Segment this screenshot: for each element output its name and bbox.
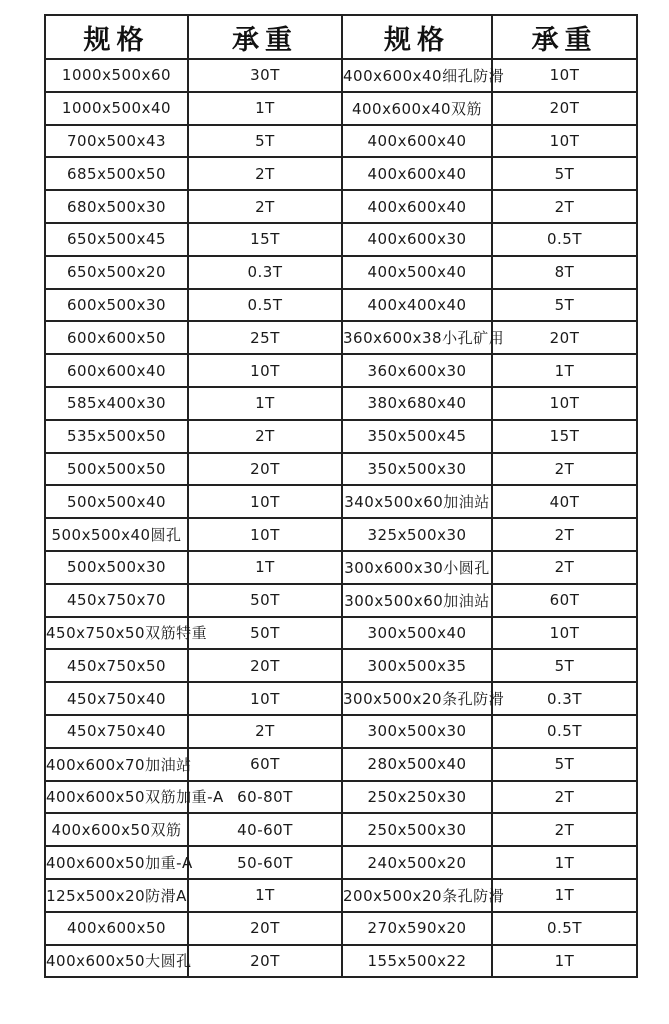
table-row — [45, 748, 637, 781]
cell-spec-right: 350x500x45 — [342, 420, 492, 453]
cell-spec-right: 300x500x20条孔防滑 — [342, 682, 492, 715]
cell-spec-right: 300x500x30 — [342, 715, 492, 748]
table-row — [45, 945, 637, 978]
cell-load-left: 30T — [188, 59, 342, 92]
table-row — [45, 813, 637, 846]
table-row — [45, 223, 637, 256]
table-row — [45, 387, 637, 420]
cell-load-right: 5T — [492, 157, 637, 190]
cell-spec-right: 400x600x40细孔防滑 — [342, 59, 492, 92]
cell-load-right: 0.5T — [492, 223, 637, 256]
cell-load-left: 50T — [188, 617, 342, 650]
cell-load-right: 40T — [492, 485, 637, 518]
cell-load-right: 10T — [492, 125, 637, 158]
cell-load-right: 15T — [492, 420, 637, 453]
cell-load-left: 15T — [188, 223, 342, 256]
cell-spec-left: 500x500x40 — [45, 485, 188, 518]
cell-spec-right: 300x500x35 — [342, 649, 492, 682]
cell-load-left: 20T — [188, 649, 342, 682]
cell-spec-left: 600x600x40 — [45, 354, 188, 387]
cell-load-right: 0.5T — [492, 715, 637, 748]
table-row — [45, 453, 637, 486]
cell-spec-left: 500x500x50 — [45, 453, 188, 486]
cell-load-right: 60T — [492, 584, 637, 617]
cell-load-right: 10T — [492, 59, 637, 92]
cell-load-left: 2T — [188, 157, 342, 190]
cell-load-right: 2T — [492, 190, 637, 223]
header-load-left: 承重 — [188, 15, 342, 59]
cell-spec-right: 400x500x40 — [342, 256, 492, 289]
table-row — [45, 682, 637, 715]
table-row — [45, 617, 637, 650]
cell-spec-right: 400x600x40 — [342, 125, 492, 158]
table-row — [45, 912, 637, 945]
cell-spec-right: 400x400x40 — [342, 289, 492, 322]
table-row — [45, 649, 637, 682]
table-body — [45, 59, 637, 977]
table-row — [45, 485, 637, 518]
cell-spec-left: 500x500x30 — [45, 551, 188, 584]
cell-load-left: 1T — [188, 387, 342, 420]
cell-spec-left: 400x600x70加油站 — [45, 748, 188, 781]
table-row — [45, 420, 637, 453]
table-row — [45, 518, 637, 551]
cell-spec-left: 650x500x20 — [45, 256, 188, 289]
cell-spec-right: 250x250x30 — [342, 781, 492, 814]
cell-load-left: 0.5T — [188, 289, 342, 322]
table-row — [45, 551, 637, 584]
cell-spec-right: 250x500x30 — [342, 813, 492, 846]
cell-spec-right: 325x500x30 — [342, 518, 492, 551]
cell-load-right: 20T — [492, 321, 637, 354]
cell-spec-left: 650x500x45 — [45, 223, 188, 256]
cell-spec-right: 350x500x30 — [342, 453, 492, 486]
cell-load-left: 50T — [188, 584, 342, 617]
cell-load-left: 5T — [188, 125, 342, 158]
cell-spec-left: 400x600x50双筋 — [45, 813, 188, 846]
cell-load-left: 10T — [188, 485, 342, 518]
cell-spec-left: 600x500x30 — [45, 289, 188, 322]
cell-spec-left: 585x400x30 — [45, 387, 188, 420]
cell-load-right: 10T — [492, 617, 637, 650]
header-load-right: 承重 — [492, 15, 637, 59]
header-row — [45, 15, 637, 59]
cell-spec-right: 280x500x40 — [342, 748, 492, 781]
cell-spec-right: 360x600x38小孔矿用 — [342, 321, 492, 354]
cell-spec-right: 400x600x40 — [342, 190, 492, 223]
cell-load-left: 1T — [188, 879, 342, 912]
cell-spec-left: 400x600x50大圆孔 — [45, 945, 188, 978]
cell-load-left: 20T — [188, 453, 342, 486]
cell-spec-right: 400x600x40双筋 — [342, 92, 492, 125]
cell-load-right: 1T — [492, 879, 637, 912]
cell-load-right: 2T — [492, 781, 637, 814]
cell-load-left: 1T — [188, 92, 342, 125]
cell-load-left: 50-60T — [188, 846, 342, 879]
table-row — [45, 846, 637, 879]
spec-load-table — [44, 14, 638, 978]
cell-load-left: 20T — [188, 912, 342, 945]
cell-load-left: 25T — [188, 321, 342, 354]
cell-spec-right: 360x600x30 — [342, 354, 492, 387]
cell-spec-right: 200x500x20条孔防滑 — [342, 879, 492, 912]
cell-spec-left: 450x750x50 — [45, 649, 188, 682]
cell-spec-left: 535x500x50 — [45, 420, 188, 453]
table-row — [45, 584, 637, 617]
table-row — [45, 879, 637, 912]
table-row — [45, 157, 637, 190]
cell-spec-left: 450x750x40 — [45, 682, 188, 715]
cell-load-left: 2T — [188, 420, 342, 453]
cell-load-left: 10T — [188, 682, 342, 715]
cell-spec-right: 300x500x60加油站 — [342, 584, 492, 617]
cell-spec-left: 125x500x20防滑A — [45, 879, 188, 912]
cell-spec-right: 400x600x30 — [342, 223, 492, 256]
cell-load-right: 2T — [492, 813, 637, 846]
cell-load-right: 8T — [492, 256, 637, 289]
cell-spec-left: 685x500x50 — [45, 157, 188, 190]
header-spec-right: 规格 — [342, 15, 492, 59]
cell-spec-right: 340x500x60加油站 — [342, 485, 492, 518]
cell-load-left: 2T — [188, 715, 342, 748]
cell-load-right: 20T — [492, 92, 637, 125]
table-row — [45, 715, 637, 748]
cell-load-right: 2T — [492, 551, 637, 584]
cell-spec-left: 450x750x70 — [45, 584, 188, 617]
cell-load-left: 2T — [188, 190, 342, 223]
table-row — [45, 354, 637, 387]
table-row — [45, 190, 637, 223]
cell-load-left: 10T — [188, 354, 342, 387]
cell-load-left: 40-60T — [188, 813, 342, 846]
cell-load-right: 2T — [492, 518, 637, 551]
cell-load-right: 0.5T — [492, 912, 637, 945]
cell-spec-left: 400x600x50加重-A — [45, 846, 188, 879]
cell-spec-right: 380x680x40 — [342, 387, 492, 420]
cell-spec-left: 450x750x40 — [45, 715, 188, 748]
cell-spec-left: 700x500x43 — [45, 125, 188, 158]
cell-load-left: 0.3T — [188, 256, 342, 289]
cell-load-right: 5T — [492, 748, 637, 781]
table-row — [45, 59, 637, 92]
cell-spec-left: 1000x500x40 — [45, 92, 188, 125]
cell-spec-left: 1000x500x60 — [45, 59, 188, 92]
cell-spec-left: 600x600x50 — [45, 321, 188, 354]
table-row — [45, 781, 637, 814]
table-row — [45, 125, 637, 158]
cell-load-right: 10T — [492, 387, 637, 420]
cell-spec-left: 680x500x30 — [45, 190, 188, 223]
table-row — [45, 289, 637, 322]
cell-spec-left: 500x500x40圆孔 — [45, 518, 188, 551]
cell-load-left: 20T — [188, 945, 342, 978]
cell-load-right: 5T — [492, 289, 637, 322]
cell-spec-right: 155x500x22 — [342, 945, 492, 978]
cell-load-left: 60T — [188, 748, 342, 781]
table-row — [45, 321, 637, 354]
cell-load-right: 0.3T — [492, 682, 637, 715]
cell-load-right: 2T — [492, 453, 637, 486]
cell-load-right: 5T — [492, 649, 637, 682]
header-spec-left: 规格 — [45, 15, 188, 59]
cell-spec-left: 400x600x50双筋加重-A — [45, 781, 188, 814]
cell-load-right: 1T — [492, 945, 637, 978]
cell-spec-right: 400x600x40 — [342, 157, 492, 190]
cell-load-right: 1T — [492, 354, 637, 387]
cell-load-left: 10T — [188, 518, 342, 551]
cell-load-left: 60-80T — [188, 781, 342, 814]
cell-spec-right: 300x600x30小圆孔 — [342, 551, 492, 584]
table-row — [45, 256, 637, 289]
cell-spec-right: 300x500x40 — [342, 617, 492, 650]
cell-spec-right: 270x590x20 — [342, 912, 492, 945]
cell-spec-left: 450x750x50双筋特重 — [45, 617, 188, 650]
cell-spec-right: 240x500x20 — [342, 846, 492, 879]
table-row — [45, 92, 637, 125]
cell-spec-left: 400x600x50 — [45, 912, 188, 945]
cell-load-right: 1T — [492, 846, 637, 879]
cell-load-left: 1T — [188, 551, 342, 584]
